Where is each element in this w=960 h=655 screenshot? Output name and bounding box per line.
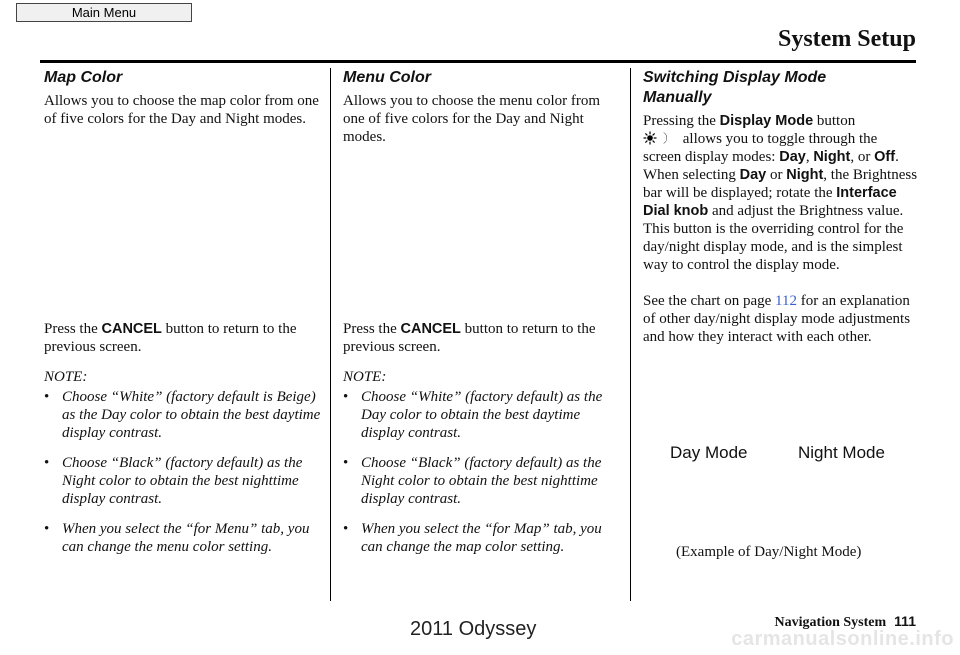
display-mode-button-icon bbox=[643, 131, 679, 145]
display-mode-label: Display Mode bbox=[719, 113, 814, 129]
night-mode-label: Night Mode bbox=[798, 443, 885, 462]
site-watermark: carmanualsonline.info bbox=[731, 628, 954, 650]
chart-reference: See the chart on page 112 for an explanation of other day/night display mode adjustments and how they interact with each other. bbox=[643, 293, 911, 345]
map-color-intro: Allows you to choose the map color from one of five colors for the Day and Night modes. bbox=[44, 93, 319, 127]
page-number: 111 bbox=[894, 613, 916, 629]
day-night-caption: (Example of Day/Night Mode) bbox=[676, 544, 862, 560]
menu-color-heading: Menu Color bbox=[343, 69, 431, 86]
notes-list bbox=[44, 388, 322, 556]
switching-description: Pressing the Display Mode button allows you to toggle through the screen display modes: Day, Night, or Off. When selecting Day or Night, the Brightness bar will be displayed; rotate the Interface Dial knob and adjust the Brightness value. This button is the overriding control for the day/night display mode, and is the simplest way to control the display mode. bbox=[643, 113, 918, 273]
footer-page-label: Navigation System 111 bbox=[774, 613, 916, 630]
header-divider bbox=[40, 60, 916, 63]
map-color-cancel-text: Press the CANCEL button to return to the previous screen. bbox=[44, 321, 297, 355]
list-item: • Choose “White” (factory default) as the Day color to obtain the best daytime display contrast. bbox=[343, 388, 623, 442]
list-item: • When you select the “for Menu” tab, you can change the menu color setting. bbox=[44, 520, 322, 556]
note-label: NOTE: bbox=[44, 369, 88, 385]
switching-display-section bbox=[643, 68, 919, 346]
column-divider bbox=[630, 68, 631, 601]
cancel-button-label: CANCEL bbox=[101, 321, 162, 337]
list-item: • Choose “White” (factory default is Beige) as the Day color to obtain the best daytime display contrast. bbox=[44, 388, 322, 442]
menu-color-section bbox=[343, 68, 623, 555]
menu-color-intro: Allows you to choose the menu color from one of five colors for the Day and Night modes. bbox=[343, 93, 601, 145]
list-item: • Choose “Black” (factory default) as the Night color to obtain the best nighttime display contrast. bbox=[343, 454, 623, 508]
list-item: • Choose “Black” (factory default) as the Night color to obtain the best nighttime display contrast. bbox=[44, 454, 322, 508]
main-menu-button[interactable]: Main Menu bbox=[16, 3, 192, 22]
page-title: System Setup bbox=[777, 26, 916, 52]
model-watermark: 2011 Odyssey bbox=[410, 618, 537, 640]
map-color-section bbox=[44, 68, 322, 555]
switching-heading: Switching Display Mode Manually bbox=[643, 69, 827, 106]
column-divider bbox=[330, 68, 331, 601]
menu-color-instructions bbox=[343, 320, 623, 568]
day-mode-label: Day Mode bbox=[670, 443, 748, 462]
menu-color-cancel-text: Press the CANCEL button to return to the previous screen. bbox=[343, 321, 596, 355]
note-label: NOTE: bbox=[343, 369, 387, 385]
interface-dial-knob-label: Interface Dial knob bbox=[643, 185, 897, 219]
map-color-instructions bbox=[44, 320, 322, 568]
notes-list bbox=[343, 388, 623, 556]
cancel-button-label: CANCEL bbox=[400, 321, 461, 337]
map-color-heading: Map Color bbox=[44, 69, 123, 86]
page-112-link[interactable]: 112 bbox=[775, 293, 797, 309]
list-item: • When you select the “for Map” tab, you can change the map color setting. bbox=[343, 520, 623, 556]
